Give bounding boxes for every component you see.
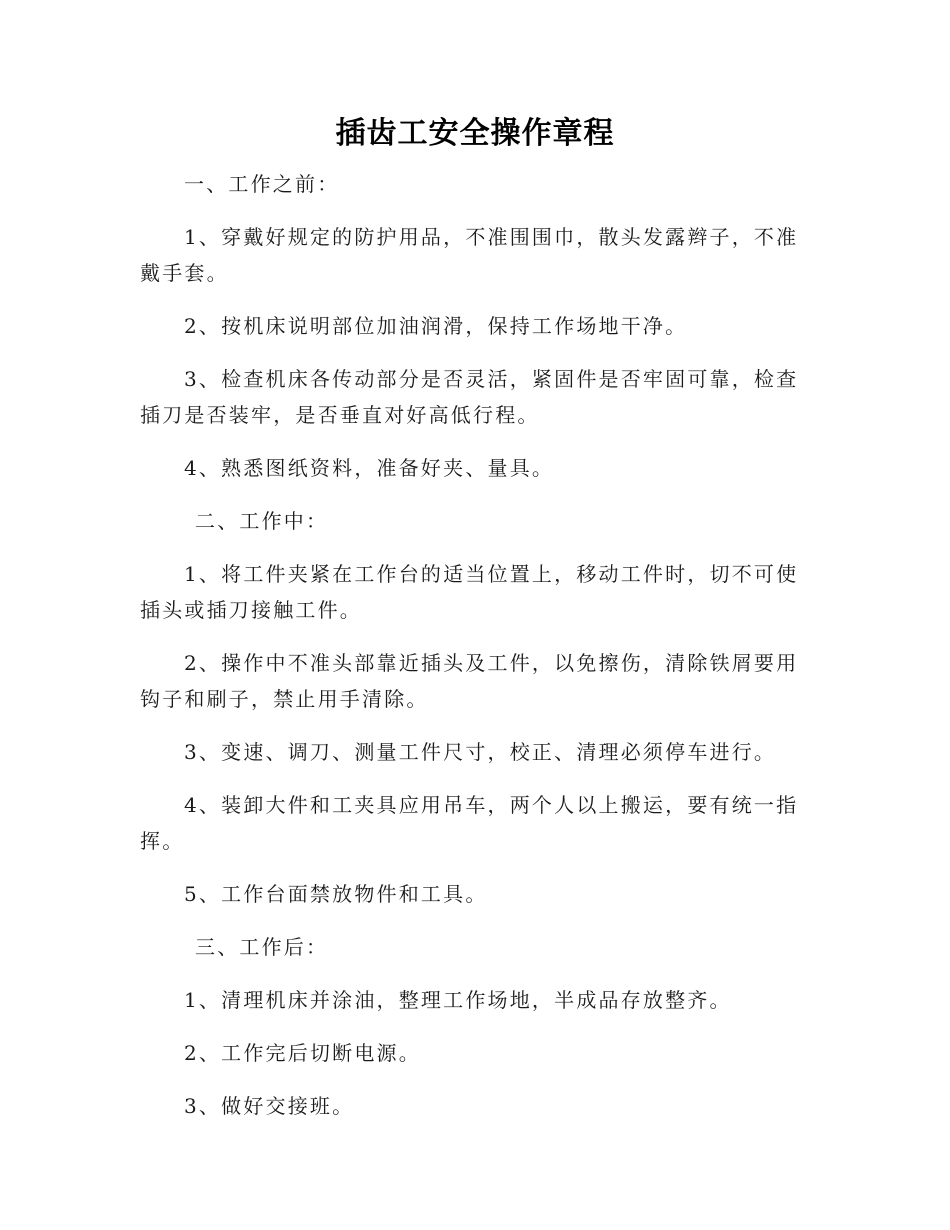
document-body xyxy=(140,166,812,1141)
section-heading: 一、工作之前： xyxy=(184,172,340,196)
list-item: 1、清理机床并涂油，整理工作场地，半成品存放整齐。 xyxy=(184,988,732,1012)
section-heading: 三、工作后： xyxy=(195,935,329,959)
list-item: 2、工作完后切断电源。 xyxy=(184,1041,421,1065)
list-item: 2、操作中不准头部靠近插头及工件，以免擦伤，清除铁屑要用钩子和刷子，禁止用手清除。 xyxy=(140,651,799,711)
list-item: 2、按机床说明部位加油润滑，保持工作场地干净。 xyxy=(184,314,688,338)
list-item: 4、熟悉图纸资料，准备好夹、量具。 xyxy=(184,456,555,480)
list-item: 4、装卸大件和工夹具应用吊车，两个人以上搬运，要有统一指挥。 xyxy=(140,793,799,853)
list-item: 3、做好交接班。 xyxy=(184,1094,355,1118)
list-item: 3、检查机床各传动部分是否灵活，紧固件是否牢固可靠，检查插刀是否装牢，是否垂直对好高低行程。 xyxy=(140,367,799,427)
section-heading: 二、工作中： xyxy=(195,509,329,533)
document-title: 插齿工安全操作章程 xyxy=(335,116,615,151)
list-item: 1、将工件夹紧在工作台的适当位置上，移动工件时，切不可使插头或插刀接触工件。 xyxy=(140,562,799,622)
list-item: 5、工作台面禁放物件和工具。 xyxy=(184,882,488,906)
list-item: 3、变速、调刀、测量工件尺寸，校正、清理必须停车进行。 xyxy=(184,740,777,764)
list-item: 1、穿戴好规定的防护用品，不准围围巾，散头发露辫子，不准戴手套。 xyxy=(140,225,799,285)
